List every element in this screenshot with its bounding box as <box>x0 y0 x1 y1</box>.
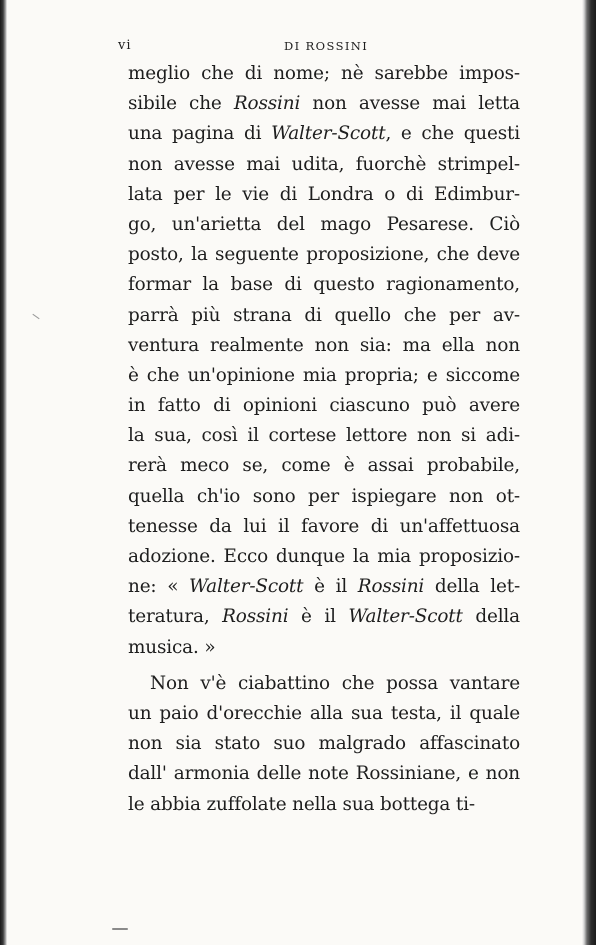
text-run: è che un'opinione mia propria; e siccome <box>128 364 520 386</box>
text-run: quella ch'io sono per ispiegare non ot- <box>128 485 520 507</box>
text-run: tenesse da lui il favore di un'affettuosa <box>128 515 520 537</box>
scan-mark-bottom <box>112 928 128 930</box>
text-line <box>128 210 520 240</box>
italic-name: Walter-Scott <box>189 576 304 598</box>
text-run: adozione. Ecco dunque la mia proposizio- <box>128 546 520 567</box>
text-line <box>128 572 520 602</box>
italic-name: Walter-Scott <box>271 123 386 145</box>
text-run: la sua, così il cortese lettore non si adi- <box>128 425 520 447</box>
text-run: formar la base di questo ragionamento, <box>128 274 520 296</box>
text-run: della let- <box>424 576 521 598</box>
text-run: ventura realmente non sia: ma ella non <box>128 334 520 356</box>
text-run: meglio che di nome; nè sarebbe impos- <box>128 63 520 84</box>
text-line <box>128 89 520 119</box>
text-run: go, un'arietta del mago Pesarese. Ciò <box>128 213 520 235</box>
text-line <box>128 180 520 210</box>
text-run: teratura, <box>128 606 223 628</box>
text-line <box>128 270 520 300</box>
text-run: della <box>462 606 520 628</box>
text-run: sibile che <box>128 93 234 115</box>
text-line <box>128 542 520 572</box>
text-run: , e che questi <box>385 123 520 145</box>
text-run: posto, la seguente proposizione, che deve <box>128 244 520 266</box>
text-line <box>128 699 520 729</box>
text-line <box>128 602 520 632</box>
text-line <box>128 421 520 451</box>
page-number: vi <box>118 38 132 53</box>
text-run: dall' armonia delle note Rossiniane, e non <box>128 763 520 785</box>
text-run: è il <box>288 606 349 628</box>
italic-name: Walter-Scott <box>348 606 463 628</box>
text-run: una pagina di <box>128 123 272 145</box>
text-run: è il <box>303 576 358 598</box>
text-line <box>128 331 520 361</box>
text-run: parrà più strana di quello che per av- <box>128 304 520 326</box>
text-run: le abbia zuffolate nella sua bottega ti- <box>128 793 475 815</box>
text-run: musica. » <box>128 636 216 658</box>
scan-edge-right <box>582 0 596 945</box>
text-line <box>128 669 520 699</box>
text-run: non avesse mai udita, fuorchè strimpel- <box>128 153 520 175</box>
text-line <box>128 119 520 149</box>
text-line <box>128 150 520 180</box>
text-line <box>128 391 520 421</box>
text-run: un paio d'orecchie alla sua testa, il quale <box>128 702 520 724</box>
text-line <box>128 482 520 512</box>
text-line <box>128 451 520 481</box>
text-line <box>128 240 520 270</box>
page-header <box>0 38 596 58</box>
scan-edge-left <box>0 0 7 945</box>
running-head: DI ROSSINI <box>284 39 369 53</box>
text-line <box>128 301 520 331</box>
text-line <box>128 790 520 820</box>
text-run: rerà meco se, come è assai probabile, <box>128 455 520 477</box>
body-text <box>128 59 520 820</box>
italic-name: Rossini <box>233 93 301 115</box>
italic-name: Rossini <box>357 576 425 598</box>
text-run: non avesse mai letta <box>300 93 520 115</box>
text-line <box>128 729 520 759</box>
text-run: ne: « <box>128 576 190 598</box>
text-run: non sia stato suo malgrado affascinato <box>128 733 520 755</box>
text-line <box>128 759 520 789</box>
text-line <box>128 633 520 663</box>
text-line <box>128 512 520 542</box>
italic-name: Rossini <box>222 606 289 628</box>
scan-mark <box>32 314 39 319</box>
text-line <box>128 59 520 89</box>
text-run: Non v'è ciabattino che possa vantare <box>150 672 520 694</box>
text-line <box>128 361 520 391</box>
text-run: lata per le vie di Londra o di Edimbur- <box>128 183 520 205</box>
text-run: in fatto di opinioni ciascuno può avere <box>128 395 520 417</box>
